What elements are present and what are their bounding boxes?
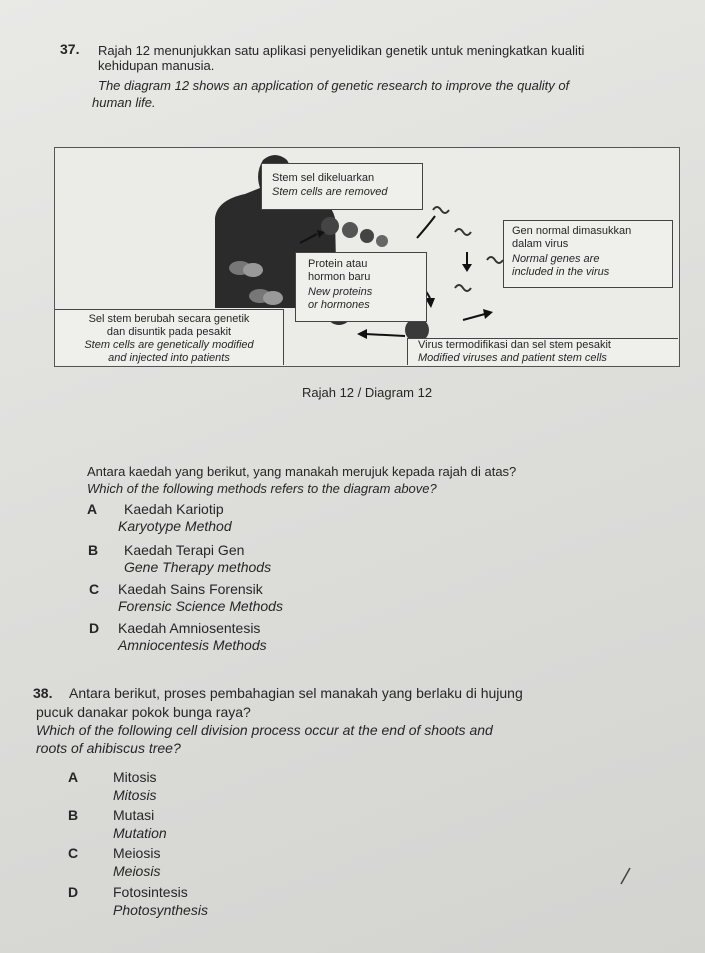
protein-en-line2: or hormones [308, 299, 370, 311]
q37-option-c-ms[interactable]: Kaedah Sains Forensik [118, 581, 263, 597]
q37-option-c-en: Forensic Science Methods [118, 598, 283, 614]
question-37-en: Which of the following methods refers to the diagram above? [87, 481, 437, 496]
q37-option-b-letter[interactable]: B [88, 542, 99, 558]
gene-en-line2: included in the virus [512, 266, 610, 278]
question-38-ms-line1: Antara berikut, proses pembahagian sel manakah yang berlaku di hujung [69, 685, 523, 701]
q38-option-d-en: Photosynthesis [113, 902, 208, 918]
q37-option-a-letter[interactable]: A [87, 501, 98, 517]
q38-option-c-letter[interactable]: C [68, 845, 79, 861]
q37-option-d-letter[interactable]: D [89, 620, 100, 636]
question-37-stem-ms-line2: kehidupan manusia. [98, 58, 215, 73]
normal-genes-box [503, 220, 673, 288]
q37-option-a-ms[interactable]: Kaedah Kariotip [124, 501, 224, 517]
q37-option-d-en: Amniocentesis Methods [118, 637, 267, 653]
injected-ms-line1: Sel stem berubah secara genetik [88, 313, 250, 325]
question-37-stem-ms-line1: Rajah 12 menunjukkan satu aplikasi penyelidikan genetik untuk meningkatkan kualiti [98, 43, 585, 58]
question-37-stem-en-line1: The diagram 12 shows an application of genetic research to improve the quality of [98, 78, 570, 93]
question-38-ms-line2: pucuk danakar pokok bunga raya? [36, 704, 251, 720]
q38-option-d-letter[interactable]: D [68, 884, 79, 900]
stem-removed-en: Stem cells are removed [272, 186, 388, 198]
virus-en: Modified viruses and patient stem cells [418, 352, 607, 364]
pencil-mark [618, 866, 634, 886]
new-proteins-box [295, 252, 427, 322]
question-38-en-line1: Which of the following cell division process occur at the end of shoots and [36, 722, 493, 738]
question-38-en-line2: roots of ahibiscus tree? [36, 740, 181, 756]
q38-option-a-letter[interactable]: A [68, 769, 79, 785]
gene-ms-line2: dalam virus [512, 238, 569, 250]
q38-option-b-en: Mutation [113, 825, 167, 841]
q38-option-a-en: Mitosis [113, 787, 157, 803]
virus-ms: Virus termodifikasi dan sel stem pesakit [418, 339, 611, 351]
injected-en-line2: and injected into patients [108, 352, 230, 364]
injected-en-line1: Stem cells are genetically modified [84, 339, 254, 351]
stem-removed-ms: Stem sel dikeluarkan [272, 172, 375, 184]
q38-option-b-letter[interactable]: B [68, 807, 79, 823]
q38-option-c-ms[interactable]: Meiosis [113, 845, 161, 861]
modified-viruses-box [407, 338, 678, 365]
q37-option-b-en: Gene Therapy methods [124, 559, 272, 575]
q37-option-b-ms[interactable]: Kaedah Terapi Gen [124, 542, 245, 558]
injected-ms-line2: dan disuntik pada pesakit [106, 326, 232, 338]
question-38-number: 38. [33, 685, 53, 701]
gene-en-line1: Normal genes are [512, 253, 600, 265]
question-37-ms: Antara kaedah yang berikut, yang manakah merujuk kepada rajah di atas? [87, 464, 517, 479]
diagram-12 [54, 147, 680, 367]
protein-ms-line1: Protein atau [308, 258, 368, 270]
diagram-caption: Rajah 12 / Diagram 12 [302, 385, 433, 400]
q37-option-a-en: Karyotype Method [118, 518, 232, 534]
q37-option-c-letter[interactable]: C [89, 581, 100, 597]
injected-cells-box [55, 309, 284, 365]
protein-en-line1: New proteins [308, 286, 373, 298]
question-37-stem-en-line2: human life. [92, 95, 156, 110]
stem-cells-removed-box [261, 163, 423, 210]
q38-option-a-ms[interactable]: Mitosis [113, 769, 157, 785]
protein-ms-line2: hormon baru [308, 271, 371, 283]
q38-option-c-en: Meiosis [113, 863, 161, 879]
q38-option-d-ms[interactable]: Fotosintesis [113, 884, 188, 900]
q37-option-d-ms[interactable]: Kaedah Amniosentesis [118, 620, 261, 636]
gene-ms-line1: Gen normal dimasukkan [512, 225, 632, 237]
q38-option-b-ms[interactable]: Mutasi [113, 807, 155, 823]
question-37-number: 37. [60, 41, 80, 57]
